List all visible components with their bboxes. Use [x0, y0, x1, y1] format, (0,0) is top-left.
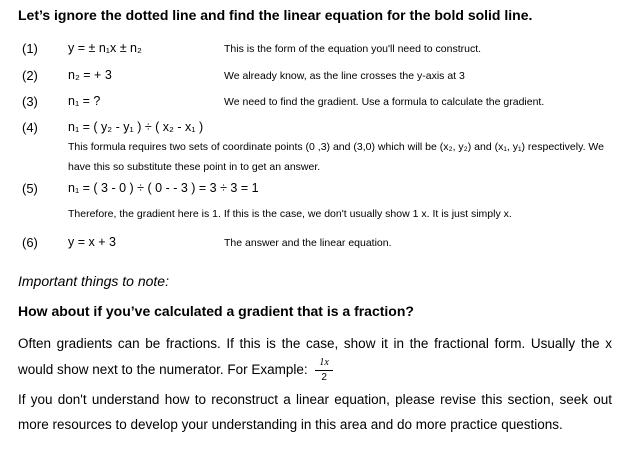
step-1-description: This is the form of the equation you'll need to construct.	[224, 43, 482, 55]
step-2-equation: n₂ = + 3	[68, 68, 112, 82]
fraction-numerator: 1x	[315, 356, 332, 371]
fraction-paragraph	[18, 331, 612, 385]
step-6-description: The answer and the linear equation.	[224, 237, 392, 249]
step-1-equation: y = ± n₁x ± n₂	[68, 41, 142, 55]
step-4-equation: n₁ = ( y₂ - y₁ ) ÷ ( x₂ - x₁ )	[68, 120, 204, 134]
fraction-denominator: 2	[321, 372, 327, 383]
step-1-number: (1)	[22, 41, 38, 56]
important-note-label: Important things to note:	[18, 273, 169, 289]
step-3-number: (3)	[22, 94, 38, 109]
example-fraction	[315, 356, 332, 385]
step-5-equation: n₁ = ( 3 - 0 ) ÷ ( 0 - - 3 ) = 3 ÷ 3 = 1	[68, 181, 259, 195]
step-2-description: We already know, as the line crosses the y-axis at 3	[224, 70, 465, 82]
revision-paragraph: If you don't understand how to reconstruct a linear equation, please revise this section, seek out more resources to develop your understanding in this area and do more practice questions.	[18, 392, 612, 432]
step-3-equation: n₁ = ?	[68, 94, 101, 108]
fraction-paragraph-text: Often gradients can be fractions. If this is the case, show it in the fractional form. Usually the x would show next to the numerator. For Example:	[18, 336, 612, 378]
step-5-note: Therefore, the gradient here is 1. If this is the case, we don't usually show 1 x. It is just simply x.	[68, 208, 512, 220]
step-4-note: This formula requires two sets of coordinate points (0 ,3) and (3,0) which will be (x₂, y₂) and (x₁, y₁) respectively. We have this so substitute these point in to get an answer.	[68, 141, 604, 173]
step-2-number: (2)	[22, 68, 38, 83]
step-3-description: We need to find the gradient. Use a formula to calculate the gradient.	[224, 96, 545, 108]
fraction-subheading: How about if you’ve calculated a gradient that is a fraction?	[18, 303, 414, 319]
step-6-equation: y = x + 3	[68, 235, 116, 249]
page-heading: Let’s ignore the dotted line and find the linear equation for the bold solid line.	[18, 7, 533, 23]
step-6-number: (6)	[22, 235, 38, 250]
step-5-number: (5)	[22, 181, 38, 196]
step-4-number: (4)	[22, 120, 38, 135]
